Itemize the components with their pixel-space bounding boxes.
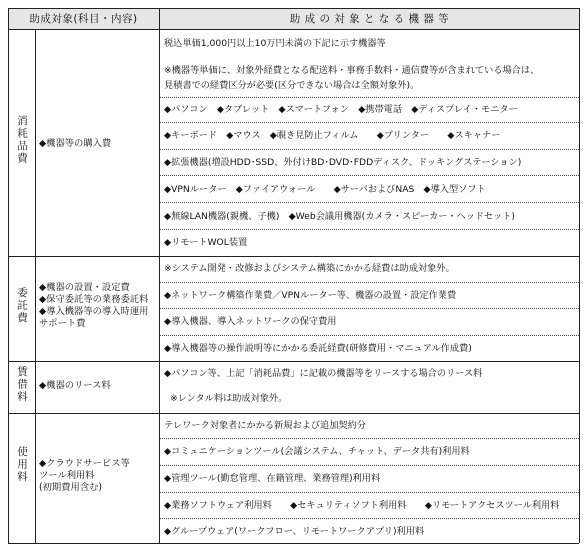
content-line: ◆コミュニケーションツール(会議システム、チャット、データ共有)利用料	[164, 446, 470, 457]
content-line: ※機器等単価に、対象外経費となる配送料・事務手数料・通信費等が含まれている場合は、	[164, 65, 540, 76]
row-divider	[160, 308, 579, 309]
subject-item: サポート費	[39, 318, 86, 329]
row-divider	[160, 175, 579, 176]
header-col-equipment	[160, 8, 579, 29]
content-line: ◆導入機器、導入ネットワークの保守費用	[164, 316, 337, 327]
content-line: ◆業務ソフトウェア利用料 ◆セキュリティソフト利用料 ◆リモートアクセスツール利用料	[164, 500, 560, 511]
grid-line	[35, 29, 36, 543]
equipment-line: ◆キーボード ◆マウス ◆覗き見防止フィルム ◆プリンター ◆スキャナー	[164, 130, 501, 141]
subject-item: ◆機器等の購入費	[39, 138, 112, 149]
grid-line	[8, 361, 579, 362]
header-col-subject	[8, 8, 159, 29]
row-divider	[160, 492, 579, 493]
category-consumables: 消耗品費	[16, 115, 28, 165]
equipment-line: ◆パソコン ◆タブレット ◆スマートフォン ◆携帯電話 ◆ディスプレイ・モニター	[164, 104, 518, 115]
equipment-line: ◆拡張機器(増設HDD･SSD、外付けBD･DVD･FDDディスク、ドッキングステーション)	[164, 157, 522, 168]
row-divider	[160, 518, 579, 519]
grid-line	[8, 256, 579, 257]
content-line: 税込単価1,000円以上10万円未満の下記に示す機器等	[164, 38, 386, 49]
subject-item: ◆保守委託等の業務委託料	[39, 294, 149, 305]
header-col-subject-label: 助成対象(科目・内容)	[29, 13, 138, 25]
content-line: ◆管理ツール(勤怠管理、在籍管理、業務管理)利用料	[164, 473, 381, 484]
row-divider	[160, 335, 579, 336]
row-divider	[160, 122, 579, 123]
category-rental: 賃借料	[16, 366, 28, 404]
content-line: ※システム開発・改修およびシステム構築にかかる経費は助成対象外。	[164, 263, 455, 274]
header-col-equipment-label: 助 成 の 対 象 と な る 機 器 等	[289, 13, 450, 25]
content-line: ◆導入機器等の操作説明等にかかる委託経費(研修費用・マニュアル作成費)	[164, 343, 472, 354]
grid-line	[159, 8, 160, 543]
equipment-line: ◆VPNルーター ◆ファイアウォール ◆サーバおよびNAS ◆導入型ソフト	[164, 184, 486, 195]
content-line: 見積書での経費区分が必要(区分できない場合は全額対象外)。	[164, 80, 420, 91]
category-outsourcing: 委託費	[16, 287, 28, 325]
row-divider	[160, 282, 579, 283]
content-line: ※レンタル料は助成対象外。	[170, 393, 288, 404]
subject-item: ◆機器の設置・設定費	[39, 282, 130, 293]
grid-line	[8, 8, 579, 9]
row-divider	[160, 438, 579, 439]
row-divider	[160, 229, 579, 230]
grid-line	[8, 8, 9, 543]
row-divider	[160, 465, 579, 466]
grid-line	[579, 8, 580, 543]
subject-item: ◆機器のリース料	[39, 380, 111, 391]
row-divider	[160, 97, 579, 98]
content-line: ◆パソコン等、上記「消耗品費」に記載の機器等をリースする場合のリース料	[164, 368, 483, 379]
subject-item: ◆導入機器等の導入時運用	[39, 306, 149, 317]
row-divider	[160, 202, 579, 203]
subject-item: (初期費用含む)	[39, 482, 103, 493]
content-line: ◆グループウェア(ワークフロー、リモートワークアプリ)利用料	[164, 526, 425, 537]
content-line: ◆ネットワーク構築作業費／VPNルーター等、機器の設置・設定作業費	[164, 290, 457, 301]
grid-line	[8, 543, 579, 544]
equipment-line: ◆無線LAN機器(親機、子機) ◆Web会議用機器(カメラ・スピーカー・ヘッドセット)	[164, 211, 515, 222]
subject-item: ツール利用料	[39, 470, 95, 481]
category-usage-fees: 使用料	[16, 446, 28, 484]
grid-line	[8, 29, 579, 30]
row-divider	[160, 149, 579, 150]
content-line: テレワーク対象者にかかる新規および追加契約分	[164, 420, 366, 431]
grid-line	[8, 413, 579, 414]
equipment-line: ◆リモートWOL装置	[164, 237, 248, 248]
subject-item: ◆クラウドサービス等	[39, 458, 130, 469]
